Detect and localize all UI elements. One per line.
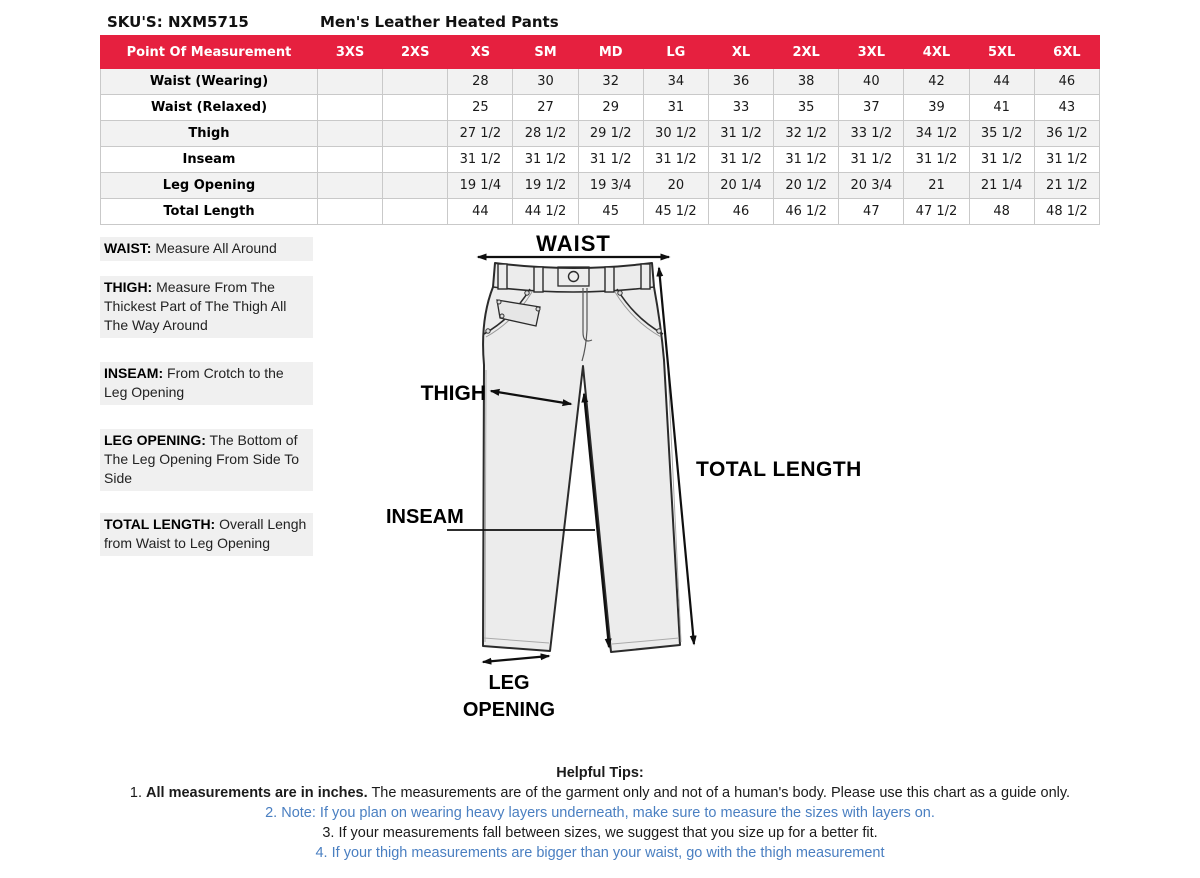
size-table-row (101, 121, 1100, 147)
size-value-cell: 20 3/4 (839, 173, 904, 199)
measurement-row-label: Thigh (101, 121, 318, 147)
size-value-cell: 44 1/2 (513, 199, 578, 225)
column-header-size: 2XL (774, 36, 839, 69)
size-value-cell: 46 (1034, 69, 1099, 95)
size-value-cell (383, 199, 448, 225)
helpful-tips-section (0, 764, 1200, 863)
size-value-cell: 37 (839, 95, 904, 121)
definition-total-length (100, 513, 313, 556)
size-value-cell: 19 3/4 (578, 173, 643, 199)
size-value-cell: 36 1/2 (1034, 121, 1099, 147)
pants-outline (483, 263, 681, 652)
size-value-cell: 31 1/2 (578, 147, 643, 173)
size-value-cell: 28 (448, 69, 513, 95)
size-value-cell: 47 1/2 (904, 199, 969, 225)
tip-number: 3. (322, 825, 335, 841)
product-title: Men's Leather Heated Pants (320, 13, 559, 31)
definition-thigh (100, 276, 313, 338)
measurement-row-label: Total Length (101, 199, 318, 225)
size-value-cell (318, 173, 383, 199)
tip-text: If your thigh measurements are bigger than your waist, go with the thigh measurement (331, 845, 885, 861)
size-value-cell: 21 1/4 (969, 173, 1034, 199)
tip-item-4 (0, 844, 1200, 863)
size-value-cell: 48 1/2 (1034, 199, 1099, 225)
size-value-cell: 21 1/2 (1034, 173, 1099, 199)
leg-opening-arrow (483, 656, 549, 662)
size-value-cell: 30 (513, 69, 578, 95)
measurement-row-label: Leg Opening (101, 173, 318, 199)
definition-term: LEG OPENING: (104, 432, 206, 448)
size-value-cell: 39 (904, 95, 969, 121)
size-value-cell (383, 95, 448, 121)
size-value-cell: 27 (513, 95, 578, 121)
column-header-size: 3XL (839, 36, 904, 69)
column-header-size: 5XL (969, 36, 1034, 69)
size-value-cell: 43 (1034, 95, 1099, 121)
size-value-cell: 31 1/2 (969, 147, 1034, 173)
size-value-cell: 45 1/2 (643, 199, 708, 225)
size-table-header-row (101, 36, 1100, 69)
tip-bold-text: All measurements are in inches. (146, 785, 368, 801)
pants-measurement-diagram (380, 230, 900, 742)
measurement-row-label: Inseam (101, 147, 318, 173)
definition-waist (100, 237, 313, 261)
definition-term: THIGH: (104, 279, 153, 295)
size-value-cell: 25 (448, 95, 513, 121)
size-value-cell: 38 (774, 69, 839, 95)
size-value-cell: 29 (578, 95, 643, 121)
size-value-cell (383, 147, 448, 173)
size-value-cell: 42 (904, 69, 969, 95)
definition-term: TOTAL LENGTH: (104, 516, 216, 532)
definition-text: From Crotch to the Leg Opening (104, 365, 284, 400)
tips-heading: Helpful Tips: (556, 765, 644, 781)
measurement-row-label: Waist (Relaxed) (101, 95, 318, 121)
size-table (100, 35, 1100, 225)
size-value-cell: 31 (643, 95, 708, 121)
diagram-label-waist: WAIST (536, 231, 611, 256)
measurement-row-label: Waist (Wearing) (101, 69, 318, 95)
diagram-label-leg-opening (432, 670, 586, 724)
column-header-measurement: Point Of Measurement (101, 36, 318, 69)
size-value-cell: 45 (578, 199, 643, 225)
size-value-cell: 20 (643, 173, 708, 199)
column-header-size: SM (513, 36, 578, 69)
size-value-cell: 33 1/2 (839, 121, 904, 147)
size-value-cell: 21 (904, 173, 969, 199)
size-value-cell: 32 1/2 (774, 121, 839, 147)
size-value-cell: 34 1/2 (904, 121, 969, 147)
tip-text: Note: If you plan on wearing heavy layers underneath, make sure to measure the sizes with layers on. (281, 805, 935, 821)
size-value-cell: 27 1/2 (448, 121, 513, 147)
size-value-cell (318, 199, 383, 225)
size-value-cell (383, 173, 448, 199)
size-value-cell: 35 (774, 95, 839, 121)
definition-text: Measure All Around (155, 240, 277, 256)
size-value-cell: 35 1/2 (969, 121, 1034, 147)
leg-opening-line2: OPENING (462, 699, 556, 721)
leg-opening-line1: LEG (488, 672, 530, 694)
size-value-cell: 31 1/2 (904, 147, 969, 173)
size-table-row (101, 69, 1100, 95)
size-value-cell (318, 95, 383, 121)
size-value-cell: 44 (969, 69, 1034, 95)
tip-item-1 (0, 784, 1200, 803)
diagram-label-inseam: INSEAM (386, 506, 464, 528)
size-value-cell: 40 (839, 69, 904, 95)
definition-text: Measure From The Thickest Part of The Thigh All The Way Around (104, 279, 287, 333)
size-value-cell: 46 1/2 (774, 199, 839, 225)
size-table-row (101, 147, 1100, 173)
size-value-cell: 33 (708, 95, 773, 121)
size-value-cell (318, 121, 383, 147)
column-header-size: 2XS (383, 36, 448, 69)
size-value-cell: 31 1/2 (1034, 147, 1099, 173)
definition-term: INSEAM: (104, 365, 164, 381)
size-value-cell (318, 147, 383, 173)
size-value-cell: 41 (969, 95, 1034, 121)
size-table-row (101, 95, 1100, 121)
size-value-cell (383, 69, 448, 95)
size-value-cell: 31 1/2 (774, 147, 839, 173)
size-table-row (101, 173, 1100, 199)
size-value-cell: 20 1/2 (774, 173, 839, 199)
size-value-cell: 31 1/2 (708, 147, 773, 173)
size-table-container (100, 35, 1100, 225)
size-value-cell: 46 (708, 199, 773, 225)
column-header-size: MD (578, 36, 643, 69)
size-value-cell: 30 1/2 (643, 121, 708, 147)
column-header-size: 3XS (318, 36, 383, 69)
size-value-cell: 36 (708, 69, 773, 95)
size-value-cell: 31 1/2 (448, 147, 513, 173)
size-value-cell: 31 1/2 (839, 147, 904, 173)
definition-inseam (100, 362, 313, 405)
size-value-cell: 31 1/2 (643, 147, 708, 173)
tip-item-2 (0, 804, 1200, 823)
size-value-cell: 47 (839, 199, 904, 225)
definition-leg-opening (100, 429, 313, 491)
definition-term: WAIST: (104, 240, 152, 256)
size-value-cell: 19 1/4 (448, 173, 513, 199)
size-value-cell: 34 (643, 69, 708, 95)
tip-number: 2. (265, 805, 278, 821)
column-header-size: 4XL (904, 36, 969, 69)
definition-text: Overall Lengh from Waist to Leg Opening (104, 516, 307, 551)
size-value-cell (383, 121, 448, 147)
size-value-cell: 28 1/2 (513, 121, 578, 147)
tip-text: The measurements are of the garment only and not of a human's body. Please use this chart as a guide only. (371, 785, 1071, 801)
pants-diagram-svg (380, 230, 900, 742)
diagram-label-thigh: THIGH (420, 382, 486, 405)
definition-text: The Bottom of The Leg Opening From Side To Side (104, 432, 300, 486)
size-value-cell: 19 1/2 (513, 173, 578, 199)
size-value-cell: 31 1/2 (513, 147, 578, 173)
tip-number: 1. (129, 785, 142, 801)
size-value-cell: 29 1/2 (578, 121, 643, 147)
column-header-size: 6XL (1034, 36, 1099, 69)
size-value-cell: 32 (578, 69, 643, 95)
measurement-definitions (100, 237, 313, 556)
size-value-cell (318, 69, 383, 95)
waist-button (569, 272, 579, 282)
sku-label: SKU'S: NXM5715 (107, 13, 249, 31)
size-value-cell: 44 (448, 199, 513, 225)
diagram-label-total-length: TOTAL LENGTH (696, 458, 862, 481)
tip-number: 4. (315, 845, 328, 861)
size-value-cell: 48 (969, 199, 1034, 225)
column-header-size: XS (448, 36, 513, 69)
size-table-row (101, 199, 1100, 225)
size-value-cell: 20 1/4 (708, 173, 773, 199)
size-value-cell: 31 1/2 (708, 121, 773, 147)
tip-text: If your measurements fall between sizes, we suggest that you size up for a better fit. (338, 825, 878, 841)
column-header-size: XL (708, 36, 773, 69)
tip-item-3 (0, 824, 1200, 843)
column-header-size: LG (643, 36, 708, 69)
